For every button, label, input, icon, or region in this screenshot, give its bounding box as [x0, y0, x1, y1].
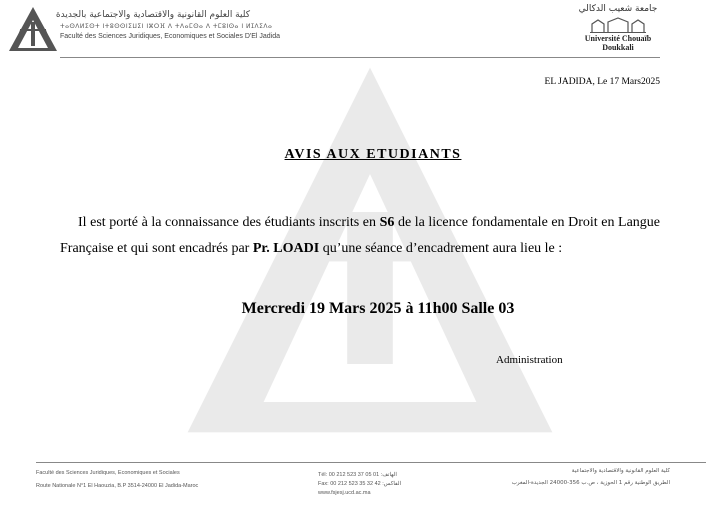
faculty-name-block: [55, 10, 281, 40]
footer-phone: Tél: 00 212 523 37 05 01 :الهاتف: [318, 472, 397, 478]
notice-body: [60, 210, 660, 262]
footer-right-line-2: الطريق الوطنية رقم 1 الحوزية ، ص.ب 356-24000 الجديدة-المغرب: [511, 480, 670, 486]
footer-left-line-2: Route Nationale N°1 El Haouzia, B.P 3514-24000 El Jadida-Maroc: [36, 483, 199, 489]
place-and-date: EL JADIDA, Le 17 Mars2025: [544, 77, 660, 87]
university-name-block: [568, 4, 668, 52]
footer-divider: [36, 462, 706, 463]
footer-right-line-1: كلية العلوم القانونية والاقتصادية والاجتماعية: [571, 468, 670, 474]
faculty-name-arabic: كلية العلوم القانونية والاقتصادية والاجتماعية بالجديدة: [55, 10, 250, 20]
professor-name: Pr. LOADI: [252, 241, 320, 256]
faculty-name-tifinagh: ⵜⴰⵙⴷⵍⵉⵙⵜ ⵏⵜⵓⵙⵙⵏⵉⵡⵉⵏ ⵏⵣⵔⴼ ⴷ ⵜⴷⴰⵎⵙⴰ ⴷ ⵜⵎⵓⵏⵙⴰ ⵏ ⵍⵊⴷⵉⴷⴰ: [60, 23, 273, 30]
university-name-arabic: جامعة شعيب الدكالي: [578, 4, 658, 14]
semester-code: S6: [379, 215, 395, 230]
body-part-1: Il est porté à la connaissance des étudiants inscrits en: [78, 215, 380, 230]
header-divider: [60, 57, 660, 58]
footer-left-line-1: Faculté des Sciences Juridiques, Economiques et Sociales: [36, 470, 180, 476]
footer-address-arabic: [512, 465, 670, 489]
session-datetime-room: Mercredi 19 Mars 2025 à 11h00 Salle 03: [241, 300, 515, 317]
body-part-2: de la licence fondamentale en Droit en Langue Française et qui sont encadrés par: [60, 215, 661, 256]
letterhead: [0, 0, 720, 62]
faculty-logo-icon: [8, 6, 58, 52]
faculty-name-french: Faculté des Sciences Juridiques, Economiques et Sociales D'El Jadida: [60, 33, 281, 40]
footer-website: www.fsjesj.ucd.ac.ma: [318, 490, 371, 496]
body-part-3: qu’une séance d’encadrement aura lieu le :: [319, 241, 563, 256]
footer-fax: Fax: 00 212 523 35 32 42 :الفاكس: [318, 481, 402, 487]
university-name-french: Université Chouaïb Doukkali: [584, 34, 652, 52]
footer-contact: [318, 471, 401, 498]
signature-administration: Administration: [496, 354, 563, 366]
university-logo-icon: [588, 16, 648, 34]
notice-title: AVIS AUX ETUDIANTS: [284, 147, 462, 162]
footer-address-french: [36, 467, 198, 493]
notice-paragraph: [60, 210, 660, 262]
